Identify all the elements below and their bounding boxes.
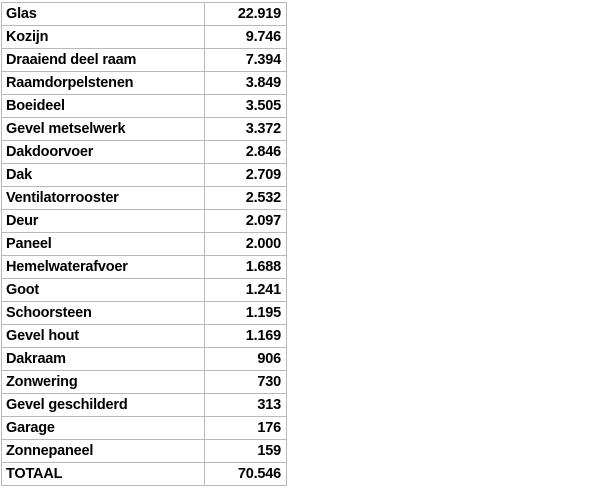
table-row [2,440,287,463]
row-value: 3.372 [205,118,287,141]
row-label: Schoorsteen [2,302,205,325]
table-row [2,325,287,348]
row-value: 22.919 [205,3,287,26]
table-body [2,3,287,486]
table-row [2,187,287,210]
row-value: 906 [205,348,287,371]
row-label: Dakraam [2,348,205,371]
row-label: Kozijn [2,26,205,49]
row-value: 2.000 [205,233,287,256]
row-value: 730 [205,371,287,394]
table-row [2,164,287,187]
table-row [2,95,287,118]
row-label: Raamdorpelstenen [2,72,205,95]
row-value: 3.505 [205,95,287,118]
row-value: 2.097 [205,210,287,233]
row-label: Glas [2,3,205,26]
row-label: Draaiend deel raam [2,49,205,72]
row-value: 1.195 [205,302,287,325]
total-label: TOTAAL [2,463,205,486]
table-row [2,49,287,72]
table-row [2,26,287,49]
row-value: 2.846 [205,141,287,164]
row-label: Zonnepaneel [2,440,205,463]
row-label: Zonwering [2,371,205,394]
table-row [2,279,287,302]
row-label: Boeideel [2,95,205,118]
row-value: 159 [205,440,287,463]
table-row [2,233,287,256]
row-value: 313 [205,394,287,417]
row-label: Paneel [2,233,205,256]
row-value: 2.709 [205,164,287,187]
table-row [2,210,287,233]
row-value: 1.241 [205,279,287,302]
table-row [2,118,287,141]
row-value: 1.688 [205,256,287,279]
row-label: Hemelwaterafvoer [2,256,205,279]
row-label: Ventilatorrooster [2,187,205,210]
table-row [2,256,287,279]
row-label: Gevel hout [2,325,205,348]
table-row [2,348,287,371]
row-value: 3.849 [205,72,287,95]
row-value: 2.532 [205,187,287,210]
table-row [2,417,287,440]
row-value: 1.169 [205,325,287,348]
row-label: Dakdoorvoer [2,141,205,164]
row-value: 7.394 [205,49,287,72]
table-row [2,371,287,394]
row-label: Gevel geschilderd [2,394,205,417]
row-value: 9.746 [205,26,287,49]
table-row [2,394,287,417]
row-label: Dak [2,164,205,187]
table-row [2,302,287,325]
data-table [1,2,287,486]
row-label: Deur [2,210,205,233]
row-label: Garage [2,417,205,440]
row-label: Goot [2,279,205,302]
table-row [2,3,287,26]
total-value: 70.546 [205,463,287,486]
total-row [2,463,287,486]
row-label: Gevel metselwerk [2,118,205,141]
table-row [2,72,287,95]
table-row [2,141,287,164]
row-value: 176 [205,417,287,440]
